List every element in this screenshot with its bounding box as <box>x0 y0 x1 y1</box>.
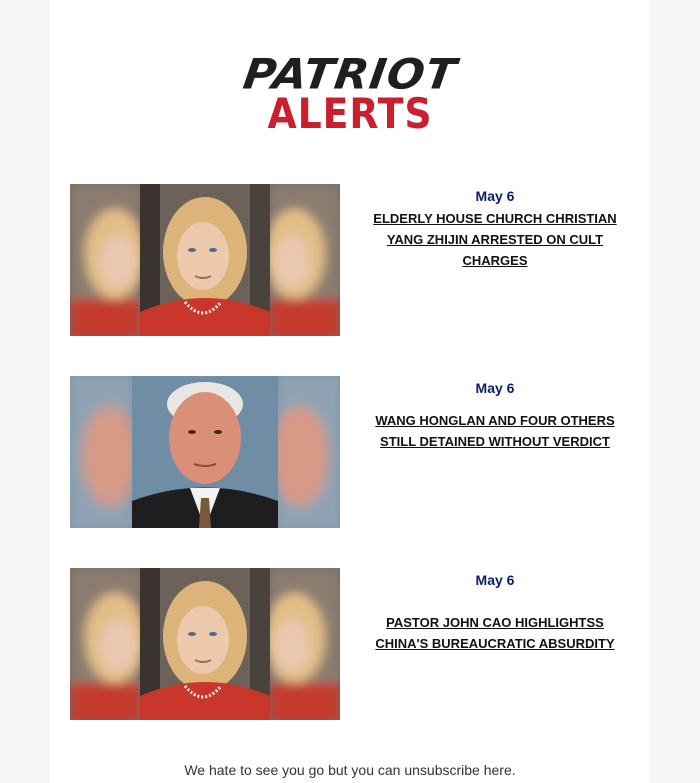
man-portrait-image <box>70 376 340 528</box>
article-headline-link[interactable]: WANG HONGLAN AND FOUR OTHERS STILL DETAINED WITHOUT VERDICT <box>375 413 615 449</box>
article-date: May 6 <box>475 380 515 396</box>
email-body <box>50 0 650 783</box>
woman-portrait-image <box>70 568 340 720</box>
article-item <box>70 376 630 528</box>
article-date: May 6 <box>475 188 515 204</box>
patriot-alerts-logo[interactable] <box>190 50 510 138</box>
article-text <box>360 568 630 654</box>
article-text <box>360 376 630 452</box>
article-thumbnail[interactable] <box>70 568 340 720</box>
article-item <box>70 568 630 720</box>
woman-portrait-image <box>70 184 340 336</box>
article-headline-link[interactable]: ELDERLY HOUSE CHURCH CHRISTIAN YANG ZHIJIN ARRESTED ON CULT CHARGES <box>373 211 617 268</box>
article-headline-link[interactable]: PASTOR JOHN CAO HIGHLIGHTSS CHINA'S BUREAUCRATIC ABSURDITY <box>375 615 615 651</box>
logo-line-patriot: PATRIOT <box>240 50 460 99</box>
article-thumbnail[interactable] <box>70 376 340 528</box>
article-thumbnail[interactable] <box>70 184 340 336</box>
unsubscribe-footer[interactable]: We hate to see you go but you can unsubscribe here. <box>184 762 516 778</box>
logo-line-alerts: ALERTS <box>267 89 433 138</box>
article-item <box>70 184 630 336</box>
article-text <box>360 184 630 271</box>
article-date: May 6 <box>475 572 515 588</box>
